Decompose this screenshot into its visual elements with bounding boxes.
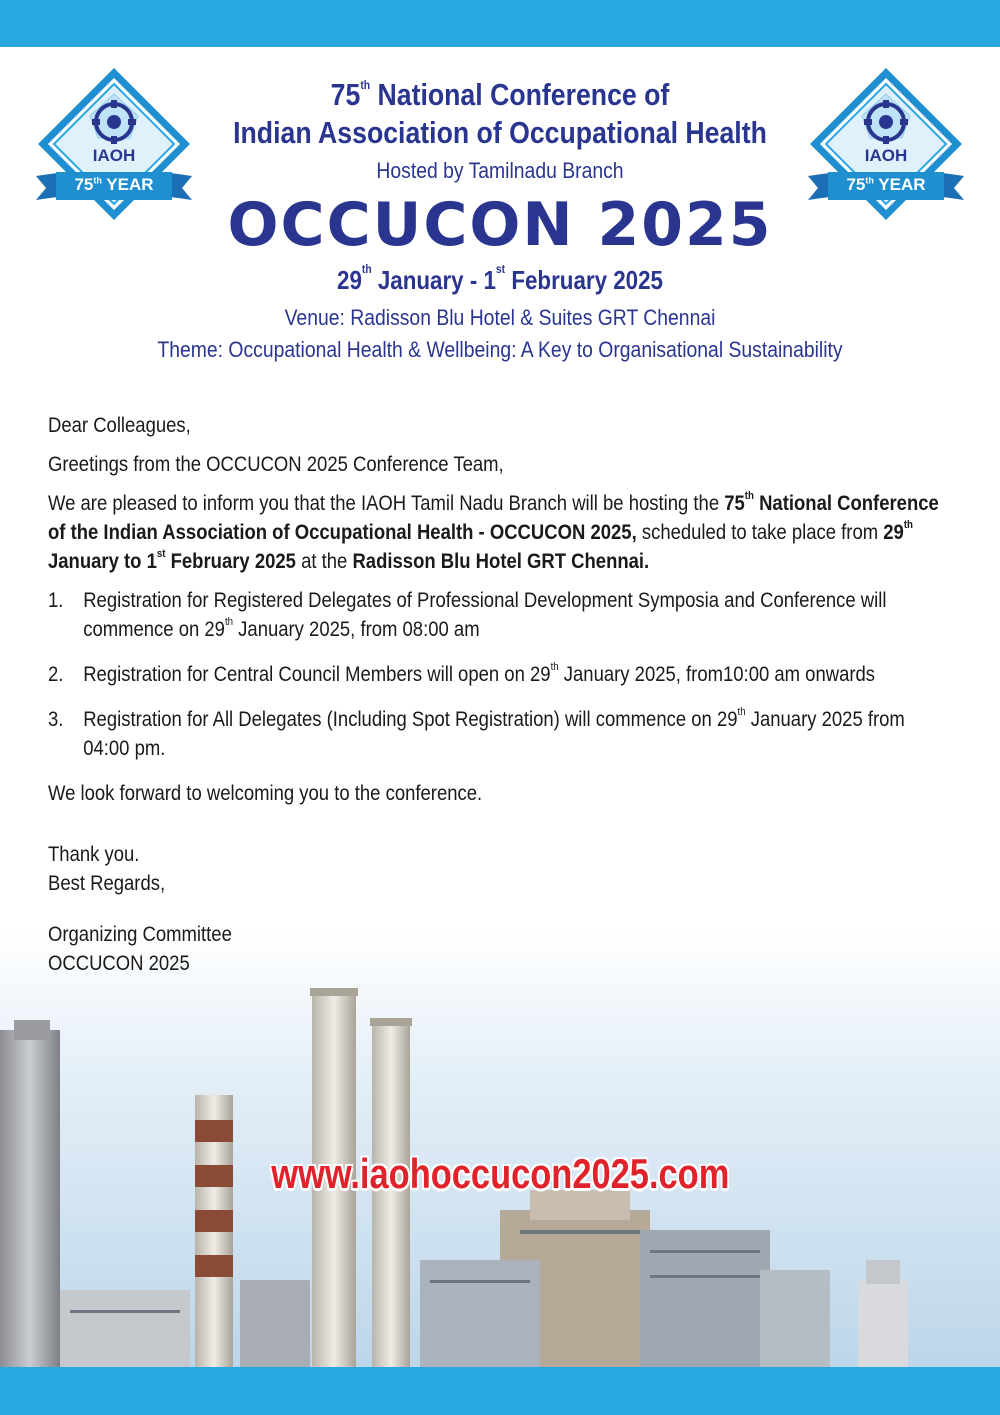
registration-list bbox=[48, 586, 956, 763]
list-item: 2. Registration for Central Council Members will open on 29th January 2025, from10:00 am onwards bbox=[48, 661, 876, 686]
thanks: Thank you. bbox=[48, 843, 140, 866]
salutation: Dear Colleagues, bbox=[48, 414, 191, 437]
closing-line: We look forward to welcoming you to the conference. bbox=[48, 782, 483, 805]
logo-name: IAOH bbox=[92, 146, 136, 165]
signature-event: OCCUCON 2025 bbox=[48, 952, 190, 975]
hosted-by: Hosted by Tamilnadu Branch bbox=[376, 158, 624, 183]
event-dates: 29th January - 1st February 2025 bbox=[337, 262, 663, 295]
list-item: 1. Registration for Registered Delegates of Professional Development Symposia and Conference will commence on 29th January 2025, from 08:00 am bbox=[48, 589, 887, 641]
logo-year: 75th YEAR bbox=[846, 175, 926, 194]
logo-year: 75th YEAR bbox=[74, 175, 154, 194]
signature-committee: Organizing Committee bbox=[48, 923, 232, 946]
bottom-band bbox=[0, 1367, 1000, 1415]
list-item: 3. Registration for All Delegates (Including Spot Registration) will commence on 29th January 2025 from 04:00 pm. bbox=[48, 706, 905, 760]
header bbox=[0, 76, 1000, 366]
top-band bbox=[0, 0, 1000, 47]
industrial-plant-image bbox=[0, 930, 1000, 1367]
venue: Venue: Radisson Blu Hotel & Suites GRT Chennai bbox=[284, 305, 716, 330]
conference-title: 75th National Conference of Indian Association of Occupational Health bbox=[233, 77, 767, 150]
regards: Best Regards, bbox=[48, 872, 166, 895]
theme: Theme: Occupational Health & Wellbeing: A Key to Organisational Sustainability bbox=[157, 337, 843, 362]
letter-body bbox=[48, 411, 956, 978]
event-name: OCCUCON 2025 bbox=[227, 190, 773, 260]
logo-name: IAOH bbox=[864, 146, 908, 165]
website-link[interactable]: www.iaohoccucon2025.com bbox=[270, 1150, 730, 1197]
intro-paragraph: We are pleased to inform you that the IAOH Tamil Nadu Branch will be hosting the 75th National Conference of the Indian Association of Occupational Health - OCCUCON 2025, scheduled to take place from 29th January to 1st February 2025 at the Radisson Blu Hotel GRT Chennai. bbox=[48, 490, 939, 573]
greeting: Greetings from the OCCUCON 2025 Conference Team, bbox=[48, 453, 504, 476]
